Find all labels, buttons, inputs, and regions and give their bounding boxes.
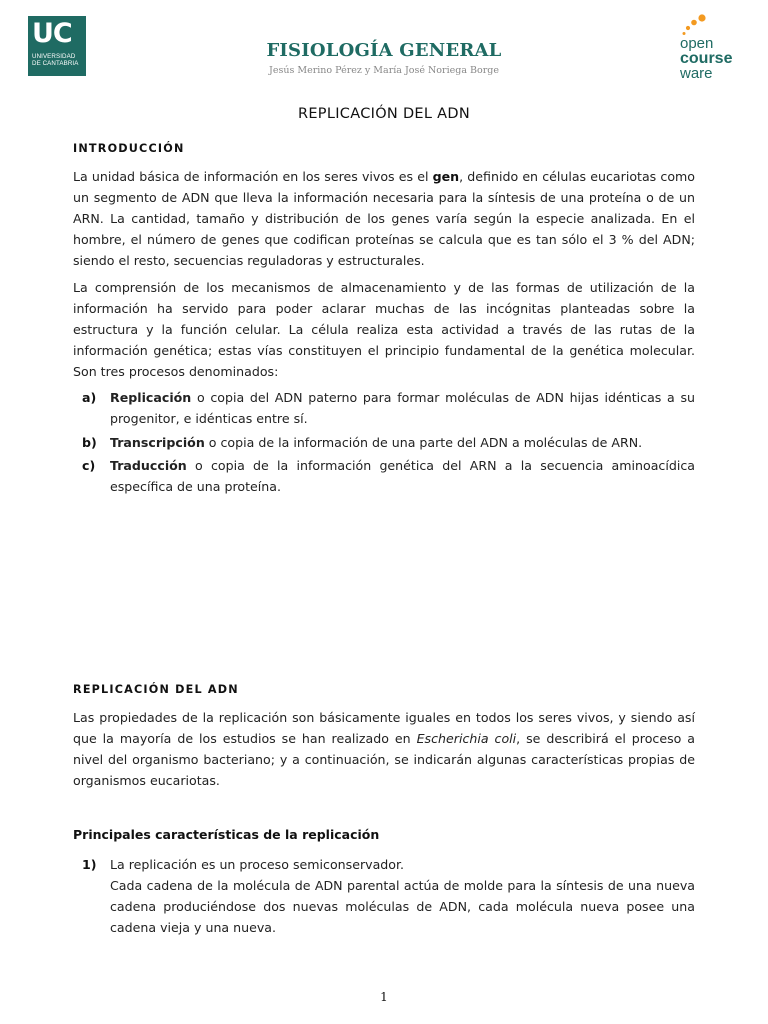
intro-paragraph-2: La comprensión de los mecanismos de almacenamiento y de las formas de utilización de la información ha servido para poder aclarar muchas de las incógnitas planteadas sobre la estructura y la función celular. La célula realiza esta actividad a través de las rutas de la información genética; estas vías constituyen el principio fundamental de la genética molecular. Son tres procesos denominados:: [73, 280, 695, 379]
list-item: [73, 854, 695, 938]
list-item: [73, 432, 695, 453]
uc-logo-mark: UC: [32, 18, 72, 49]
intro-p1-gen-term: gen: [432, 169, 460, 184]
list-marker: b): [82, 435, 97, 450]
page-number: 1: [380, 990, 388, 1004]
ocw-word-open: open: [680, 35, 714, 52]
list-term: Transcripción: [110, 435, 205, 450]
list-marker: a): [82, 390, 97, 405]
replication-p1-text-end: , se describirá el proceso a nivel del organismo bacteriano; y a continuación, se indicarán algunas características propias de organismos eucariotas.: [73, 731, 696, 788]
list-text: o copia del ADN paterno para formar moléculas de ADN hijas idénticas a su progenitor, e idénticas entre sí.: [110, 390, 695, 426]
document-title: REPLICACIÓN DEL ADN: [297, 106, 471, 122]
ocw-logo-text: [680, 36, 732, 81]
uc-logo-line2: DE CANTABRIA: [32, 60, 79, 67]
intro-p1-text-start: La unidad básica de información en los seres vivos es el: [73, 169, 433, 184]
list-item: [73, 455, 695, 497]
uc-logo-line1: UNIVERSIDAD: [32, 53, 76, 60]
list-marker: c): [82, 458, 96, 473]
course-title: FISIOLOGÍA GENERAL: [266, 40, 502, 61]
list-term: Replicación: [110, 390, 192, 405]
list-marker: 1): [82, 857, 97, 872]
intro-heading: INTRODUCCIÓN: [73, 142, 185, 155]
list-item: [73, 387, 695, 429]
replication-heading: REPLICACIÓN DEL ADN: [73, 683, 239, 696]
replication-p1-text-start: Las propiedades de la replicación son básicamente iguales en todos los seres vivos, y siendo así que la mayoría de los estudios se han realizado en: [73, 710, 695, 746]
replication-paragraph-1: [73, 707, 695, 791]
list-term: Traducción: [110, 458, 187, 473]
ocw-word-course: course: [680, 50, 733, 67]
list-text: o copia de la información de una parte del ADN a moléculas de ARN.: [204, 435, 643, 450]
ocw-word-ware: ware: [680, 65, 713, 82]
course-authors: Jesús Merino Pérez y María José Noriega Borge: [269, 65, 499, 76]
list-text: La replicación es un proceso semiconservador.: [110, 857, 405, 872]
intro-paragraph-1: [73, 166, 695, 271]
replication-p1-species: Escherichia coli: [416, 731, 517, 746]
list-text: Cada cadena de la molécula de ADN parental actúa de molde para la síntesis de una nueva cadena produciéndose dos nuevas moléculas de ADN, cada molécula nueva posee una cadena vieja y una nueva.: [110, 878, 695, 935]
replication-subheading: Principales características de la replicación: [73, 827, 380, 842]
list-text: o copia de la información genética del ARN a la secuencia aminoacídica específica de una proteína.: [110, 458, 695, 494]
opencourseware-logo: [672, 14, 748, 84]
intro-p1-text-end: , definido en células eucariotas como un segmento de ADN que lleva la información necesaria para la síntesis de una proteína o de un ARN. La cantidad, tamaño y distribución de los genes varía según la especie analizada. En el hombre, el número de genes que codifican proteínas se calcula que es tan sólo el 3 % del ADN; siendo el resto, secuencias reguladoras y estructurales.: [73, 169, 695, 268]
